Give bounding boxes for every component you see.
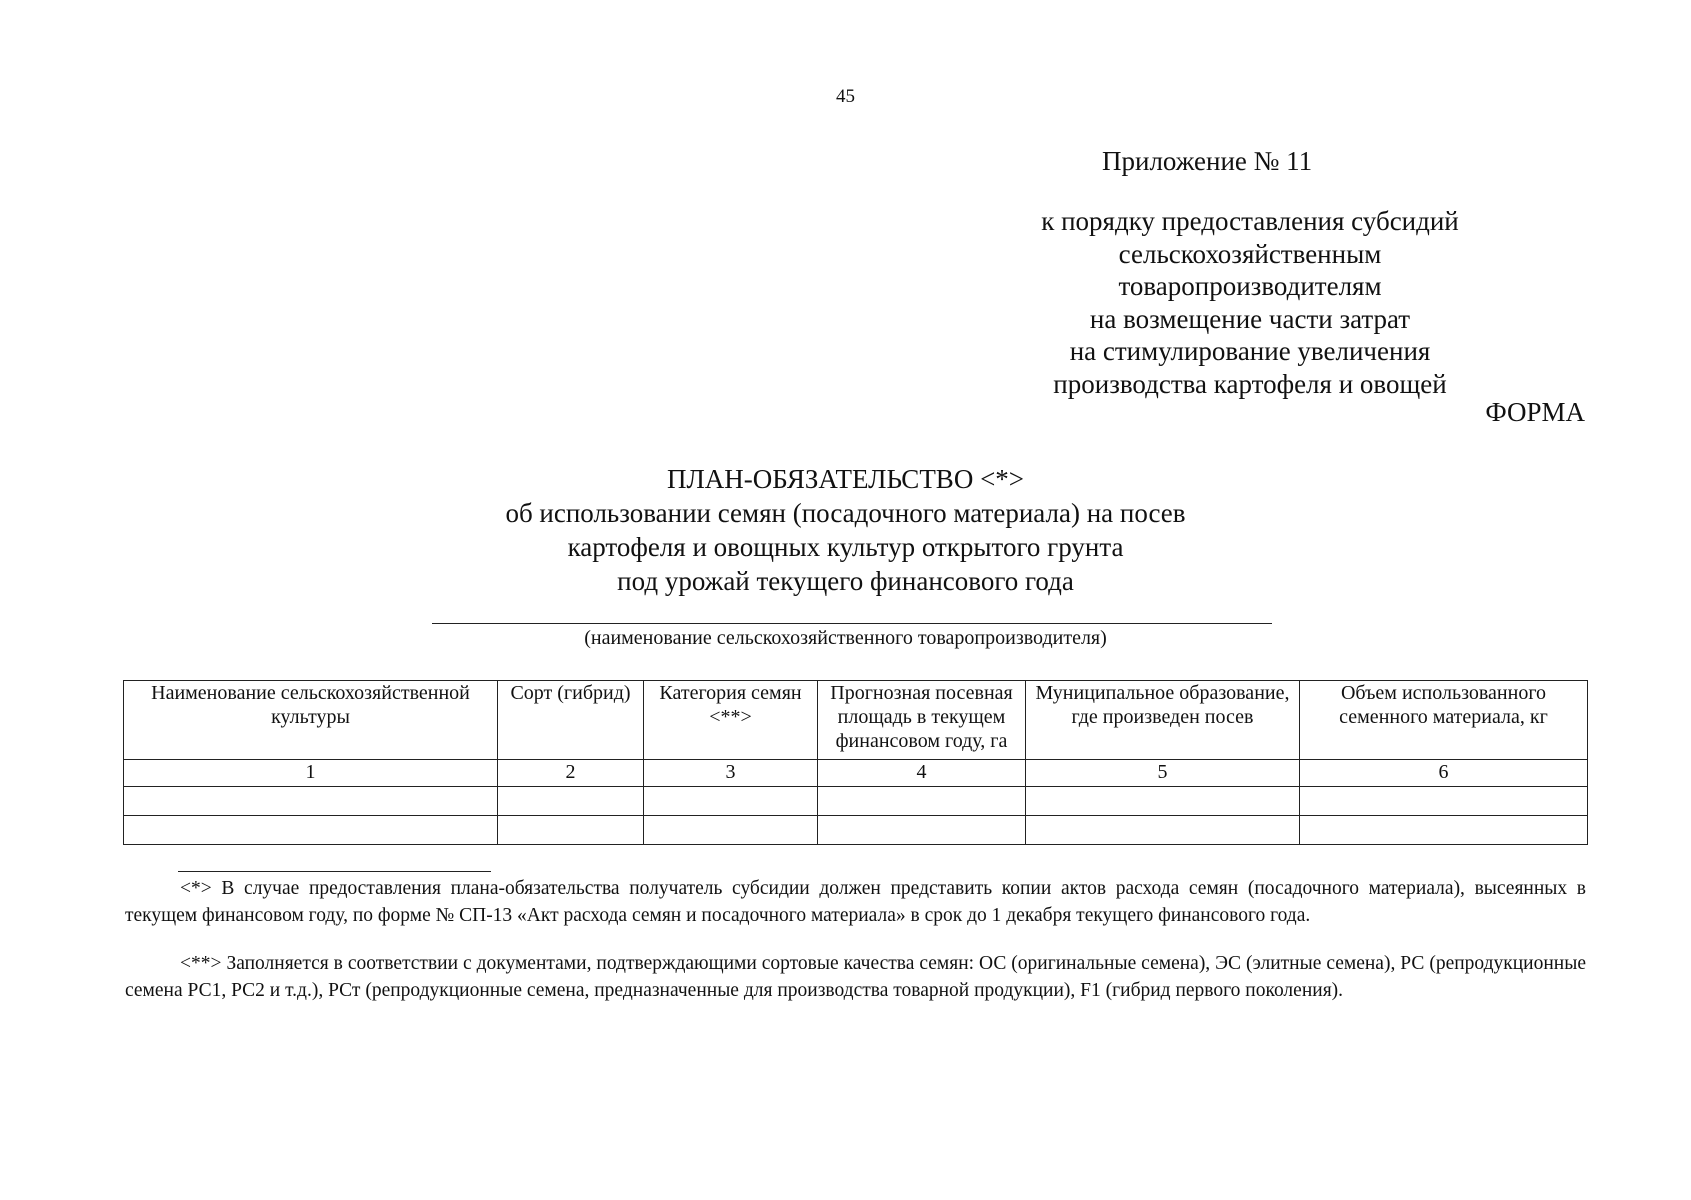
plan-table <box>123 680 1588 845</box>
page-number: 45 <box>836 86 855 107</box>
document-title-line: об использовании семян (посадочного материала) на посев <box>505 498 1186 528</box>
table-header-cell: Прогнозная посевная площадь в текущем финансовом году, га <box>818 681 1026 760</box>
table-cell <box>818 787 1026 816</box>
table-cell <box>498 816 644 845</box>
table-row <box>124 787 1588 816</box>
table-column-number-row <box>124 760 1588 787</box>
table-cell <box>644 787 818 816</box>
table-cell <box>124 816 498 845</box>
column-number: 6 <box>1300 760 1588 787</box>
table-cell <box>818 816 1026 845</box>
table-row <box>124 816 1588 845</box>
footnote: <*> В случае предоставления плана-обязательства получатель субсидии должен представить копии актов расхода семян (посадочного материала), высеянных в текущем финансовом году, по форме № СП-13 «Акт расхода семян и посадочного материала» в срок до 1 декабря текущего финансового года. <box>125 878 1586 926</box>
table-header-row <box>124 681 1588 760</box>
appendix-title: Приложение № 11 <box>1102 146 1313 176</box>
appendix-subtitle-line: на возмещение части затрат <box>1089 303 1411 334</box>
table-cell <box>644 816 818 845</box>
footnote-separator <box>178 871 491 872</box>
appendix-subtitle-line: производства картофеля и овощей <box>1053 368 1447 399</box>
table-cell <box>124 787 498 816</box>
document-title-line: под урожай текущего финансового года <box>617 566 1074 596</box>
appendix-subtitle-line: на стимулирование увеличения <box>1069 336 1431 366</box>
table-header-cell: Категория семян <**> <box>644 681 818 760</box>
column-number: 3 <box>644 760 818 787</box>
table-header-cell: Сорт (гибрид) <box>498 681 644 760</box>
appendix-subtitle-line: сельскохозяйственным товаропроизводителям <box>1118 238 1382 301</box>
appendix-subtitle <box>1000 205 1500 400</box>
table-header-cell: Наименование сельскохозяйственной культуры <box>124 681 498 760</box>
document-title <box>0 462 1691 598</box>
document-title-line: ПЛАН-ОБЯЗАТЕЛЬСТВО <*> <box>666 464 1025 494</box>
column-number: 4 <box>818 760 1026 787</box>
document-title-line: картофеля и овощных культур открытого грунта <box>567 532 1124 562</box>
table-header-cell: Объем использованного семенного материала, кг <box>1300 681 1588 760</box>
column-number: 2 <box>498 760 644 787</box>
footnote: <**> Заполняется в соответствии с документами, подтверждающими сортовые качества семян: ОС (оригинальные семена), ЭС (элитные семена), РС (репродукционные семена РС1, РС2 и т.д.), РСт (репродукционные семена, предназначенные для производства товарной продукции), F1 (гибрид первого поколения). <box>125 953 1586 1001</box>
table-cell <box>1300 787 1588 816</box>
producer-name-caption: (наименование сельскохозяйственного товаропроизводителя) <box>584 627 1107 649</box>
column-number: 1 <box>124 760 498 787</box>
table-cell <box>1026 787 1300 816</box>
table-cell <box>1300 816 1588 845</box>
appendix-subtitle-line: к порядку предоставления субсидий <box>1041 206 1459 236</box>
table-cell <box>498 787 644 816</box>
form-label: ФОРМА <box>1485 397 1585 427</box>
table-cell <box>1026 816 1300 845</box>
producer-name-line <box>432 623 1272 624</box>
column-number: 5 <box>1026 760 1300 787</box>
table-header-cell: Муниципальное образование, где произведен посев <box>1026 681 1300 760</box>
